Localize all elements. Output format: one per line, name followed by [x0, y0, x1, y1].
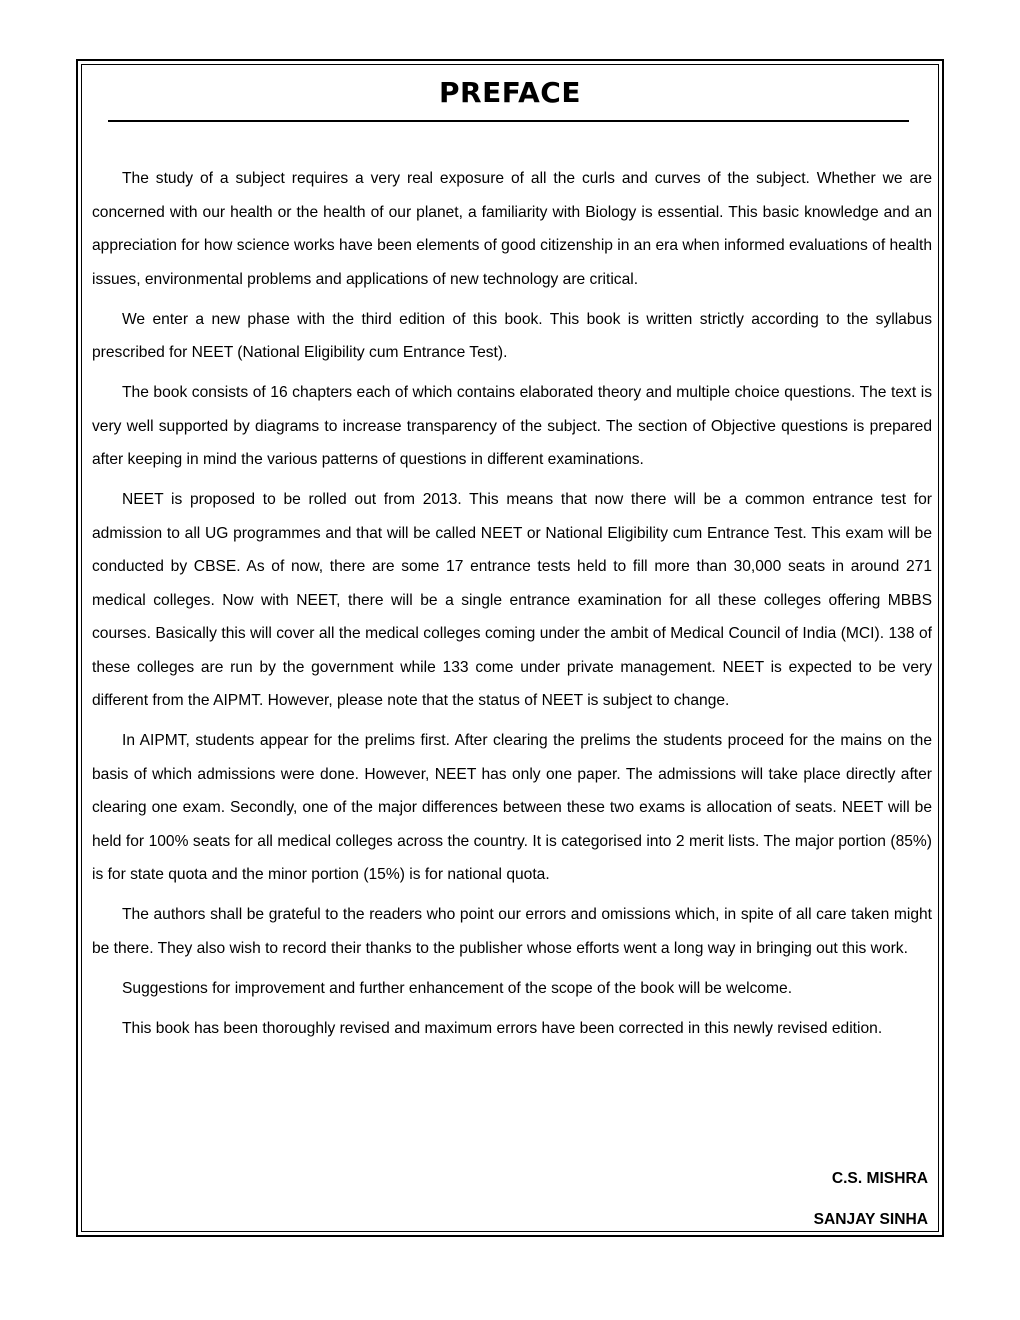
paragraph: The book consists of 16 chapters each of which contains elaborated theory and multiple choice questions. The text is very well supported by diagrams to increase transparency of the subject. The section of Objective questions is prepared after keeping in mind the various patterns of questions in different examinations. [92, 384, 932, 468]
paragraph: NEET is proposed to be rolled out from 2013. This means that now there will be a common entrance test for admission to all UG programmes and that will be called NEET or National Eligibility cum Entrance Test. This exam will be conducted by CBSE. As of now, there are some 17 entrance tests held to fill more than 30,000 seats in around 271 medical colleges. Now with NEET, there will be a single entrance examination for all these colleges offering MBBS courses. Basically this will cover all the medical colleges coming under the ambit of Medical Council of India (MCI). 138 of these colleges are run by the government while 133 come under private management. NEET is expected to be very different from the AIPMT. However, please note that the status of NEET is subject to change. [92, 491, 932, 709]
paragraph: The study of a subject requires a very real exposure of all the curls and curves of the subject. Whether we are concerned with our health or the health of our planet, a familiarity with Biology is essential. This basic knowledge and an appreciation for how science works have been elements of good citizenship in an era when informed evaluations of health issues, environmental problems and applications of new technology are critical. [92, 170, 932, 288]
title-underline [108, 120, 909, 122]
page-border [76, 59, 944, 1237]
paragraph: Suggestions for improvement and further enhancement of the scope of the book will be welcome. [122, 979, 793, 997]
paragraph: In AIPMT, students appear for the prelims first. After clearing the prelims the students proceed for the mains on the basis of which admissions were done. However, NEET has only one paper. The admissions will take place directly after clearing one exam. Secondly, one of the major differences between these two exams is allocation of seats. NEET will be held for 100% seats for all medical colleges across the country. It is categorised into 2 merit lists. The major portion (85%) is for state quota and the minor portion (15%) is for national quota. [92, 732, 932, 883]
preface-body [92, 162, 932, 1052]
page-border-inner [81, 64, 939, 1232]
author-name: SANJAY SINHA [813, 1211, 928, 1228]
page-title: PREFACE [439, 76, 581, 109]
paragraph: We enter a new phase with the third edition of this book. This book is written strictly according to the syllabus prescribed for NEET (National Eligibility cum Entrance Test). [92, 310, 932, 361]
paragraph: The authors shall be grateful to the readers who point our errors and omissions which, in spite of all care taken might be there. They also wish to record their thanks to the publisher whose efforts went a long way in bringing out this work. [92, 906, 932, 957]
paragraph: This book has been thoroughly revised and maximum errors have been corrected in this newly revised edition. [122, 1019, 883, 1037]
author-name: C.S. MISHRA [831, 1170, 928, 1187]
